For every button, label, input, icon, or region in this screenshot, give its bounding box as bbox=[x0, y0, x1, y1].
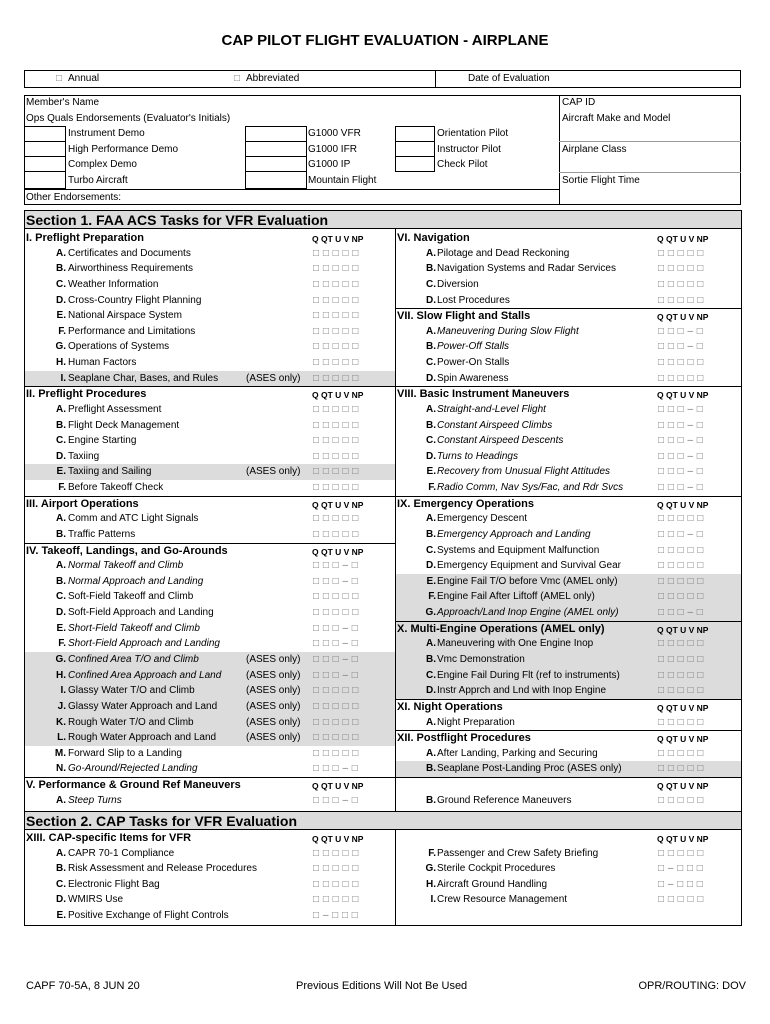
sortie-label: Sortie Flight Time bbox=[562, 175, 640, 186]
task-label: Systems and Equipment Malfunction bbox=[437, 544, 600, 556]
qual-mountain: Mountain Flight bbox=[308, 175, 377, 186]
task-label: Power-Off Stalls bbox=[437, 341, 510, 353]
airplane-class-label: Airplane Class bbox=[562, 144, 627, 155]
grade-checkboxes[interactable]: □ □ □ □ □ bbox=[313, 372, 359, 384]
task-label: Instr Apprch and Lnd with Inop Engine bbox=[437, 685, 607, 697]
task-label: Soft-Field Approach and Landing bbox=[68, 607, 214, 619]
task-label: Sterile Cockpit Procedures bbox=[437, 863, 556, 875]
task-letter: C. bbox=[56, 878, 66, 890]
task-label: Seaplane Char, Bases, and Rules bbox=[68, 372, 219, 384]
task-label: WMIRS Use bbox=[68, 894, 123, 906]
task-letter: F. bbox=[428, 482, 436, 494]
task-label: Vmc Demonstration bbox=[437, 654, 525, 665]
initials-box-complex[interactable] bbox=[24, 156, 66, 172]
grade-checkboxes[interactable]: □ □ □ □ □ bbox=[313, 607, 359, 619]
task-label: Taxiing and Sailing bbox=[68, 466, 152, 478]
task-label: Short-Field Takeoff and Climb bbox=[68, 622, 200, 634]
task-label: Electronic Flight Bag bbox=[68, 878, 160, 890]
grade-checkboxes[interactable]: □ □ □ □ □ bbox=[313, 482, 359, 494]
grade-checkboxes[interactable]: □ □ □ □ □ bbox=[313, 847, 359, 859]
task-group-divider bbox=[395, 621, 741, 622]
initials-box-turbo[interactable] bbox=[24, 171, 66, 189]
grade-checkboxes[interactable]: □ – □ □ □ bbox=[658, 878, 704, 890]
task-group-divider bbox=[395, 699, 741, 700]
grade-checkboxes[interactable]: □ □ □ □ □ bbox=[658, 747, 704, 759]
cap-id-label: CAP ID bbox=[562, 97, 596, 108]
ases-only-note: (ASES only) bbox=[246, 654, 301, 665]
task-label: Confined Area T/O and Climb bbox=[68, 654, 199, 665]
task-group-heading: V. Performance & Ground Ref Maneuvers bbox=[26, 779, 241, 792]
task-letter: D. bbox=[426, 294, 436, 306]
task-label: Constant Airspeed Descents bbox=[437, 435, 564, 447]
grade-checkboxes[interactable]: □ □ □ □ □ bbox=[313, 878, 359, 890]
task-label: Flight Deck Management bbox=[68, 419, 180, 431]
footer-routing: OPR/ROUTING: DOV bbox=[638, 980, 746, 992]
task-group-heading: XIII. CAP-specific Items for VFR bbox=[26, 832, 192, 844]
grade-checkboxes[interactable]: □ □ □ □ □ bbox=[658, 716, 704, 728]
grade-column-header: Q QT U V NP bbox=[657, 624, 709, 635]
grade-checkboxes[interactable]: □ □ □ – □ bbox=[313, 654, 359, 665]
task-label: Radio Comm, Nav Sys/Fac, and Rdr Svcs bbox=[437, 482, 624, 494]
task-letter: D. bbox=[426, 372, 436, 384]
task-letter: A. bbox=[56, 247, 66, 259]
grade-checkboxes[interactable]: □ □ □ – □ bbox=[658, 435, 704, 447]
task-letter: B. bbox=[56, 575, 66, 587]
ases-only-note: (ASES only) bbox=[246, 669, 301, 681]
grade-checkboxes[interactable]: □ □ □ – □ bbox=[658, 419, 704, 431]
task-label: Risk Assessment and Release Procedures bbox=[68, 863, 257, 875]
task-group-heading: VII. Slow Flight and Stalls bbox=[397, 310, 531, 323]
grade-checkboxes[interactable]: □ □ □ □ □ bbox=[313, 247, 359, 259]
grade-checkboxes[interactable]: □ □ □ – □ bbox=[313, 638, 359, 650]
grade-checkboxes[interactable]: □ □ □ □ □ bbox=[313, 263, 359, 275]
task-letter: I. bbox=[60, 372, 66, 384]
task-letter: F. bbox=[428, 591, 436, 603]
annual-checkbox[interactable]: □ bbox=[56, 73, 63, 84]
task-label: Power-On Stalls bbox=[437, 357, 510, 369]
task-letter: C. bbox=[426, 435, 436, 447]
task-group-heading: IX. Emergency Operations bbox=[397, 497, 534, 510]
task-group-divider bbox=[24, 496, 395, 497]
task-letter: A. bbox=[56, 847, 66, 859]
task-group-heading: IV. Takeoff, Landings, and Go-Arounds bbox=[26, 544, 228, 557]
footer-editions: Previous Editions Will Not Be Used bbox=[296, 980, 468, 992]
task-group-divider bbox=[24, 386, 395, 387]
task-letter: B. bbox=[56, 863, 66, 875]
grade-checkboxes[interactable]: □ □ □ □ □ bbox=[313, 700, 359, 712]
ases-only-note: (ASES only) bbox=[246, 700, 301, 712]
initials-box-instrument-demo[interactable] bbox=[24, 126, 66, 142]
aircraft-label: Aircraft Make and Model bbox=[562, 113, 671, 124]
task-letter: A. bbox=[426, 325, 436, 337]
task-letter: B. bbox=[56, 263, 66, 275]
task-letter: H. bbox=[56, 357, 66, 369]
abbreviated-label: Abbreviated bbox=[246, 73, 300, 84]
task-letter: G. bbox=[425, 607, 436, 619]
grade-checkboxes[interactable]: □ □ □ □ □ bbox=[658, 560, 704, 572]
task-letter: E. bbox=[56, 622, 66, 634]
footer-form-number: CAPF 70-5A, 8 JUN 20 bbox=[26, 980, 140, 992]
task-letter: E. bbox=[56, 466, 66, 478]
task-label: Aircraft Ground Handling bbox=[437, 878, 548, 890]
grade-column-header: Q QT U V NP bbox=[657, 734, 709, 745]
task-letter: C. bbox=[426, 357, 436, 369]
initials-box-instructor[interactable] bbox=[395, 141, 435, 157]
section1-title: Section 1. FAA ACS Tasks for VFR Evaluation bbox=[26, 212, 329, 228]
grade-checkboxes[interactable]: □ □ □ – □ bbox=[658, 466, 704, 478]
grade-checkboxes[interactable]: □ □ □ – □ bbox=[658, 607, 704, 619]
grade-checkboxes[interactable]: □ □ □ □ □ bbox=[313, 310, 359, 322]
grade-checkboxes[interactable]: □ □ □ □ □ bbox=[313, 278, 359, 290]
task-letter: B. bbox=[426, 528, 436, 540]
qual-g1000-ifr: G1000 IFR bbox=[308, 144, 357, 155]
task-group-heading: VI. Navigation bbox=[397, 232, 470, 244]
qual-instructor: Instructor Pilot bbox=[437, 144, 501, 155]
task-letter: E. bbox=[56, 310, 66, 322]
task-label: Cross-Country Flight Planning bbox=[68, 294, 202, 306]
grade-checkboxes[interactable]: □ □ □ □ □ bbox=[313, 419, 359, 431]
grade-checkboxes[interactable]: □ □ □ □ □ bbox=[658, 894, 704, 906]
qual-turbo: Turbo Aircraft bbox=[68, 175, 128, 186]
task-letter: D. bbox=[426, 560, 436, 572]
grade-column-header: Q QT U V NP bbox=[312, 499, 364, 510]
task-letter: K. bbox=[56, 716, 66, 728]
task-letter: F. bbox=[58, 638, 66, 650]
grade-checkboxes[interactable]: □ □ □ – □ bbox=[658, 482, 704, 494]
task-letter: B. bbox=[426, 794, 436, 806]
task-label: Ground Reference Maneuvers bbox=[437, 794, 572, 806]
task-label: Navigation Systems and Radar Services bbox=[437, 263, 616, 275]
grade-column-header: Q QT U V NP bbox=[657, 234, 709, 244]
task-letter: D. bbox=[426, 450, 436, 462]
grade-checkboxes[interactable]: □ – □ □ □ bbox=[313, 910, 359, 921]
grade-checkboxes[interactable]: □ □ □ – □ bbox=[658, 528, 704, 540]
task-letter: I. bbox=[60, 685, 66, 697]
task-letter: H. bbox=[56, 669, 66, 681]
grade-column-header: Q QT U V NP bbox=[657, 499, 709, 510]
task-label: Maneuvering During Slow Flight bbox=[437, 325, 579, 337]
grade-column-header: Q QT U V NP bbox=[312, 546, 364, 557]
task-label: Glassy Water T/O and Climb bbox=[68, 685, 195, 697]
task-label: Normal Takeoff and Climb bbox=[68, 560, 184, 572]
task-label: Engine Starting bbox=[68, 435, 137, 447]
grade-checkboxes[interactable]: □ □ □ □ □ bbox=[313, 747, 359, 759]
eval-type-row bbox=[24, 70, 741, 88]
grade-checkboxes[interactable]: □ □ □ □ □ bbox=[658, 763, 704, 775]
grade-checkboxes[interactable]: □ □ □ □ □ bbox=[313, 450, 359, 462]
task-group-divider bbox=[24, 543, 395, 544]
task-label: Comm and ATC Light Signals bbox=[68, 513, 199, 525]
task-label: Passenger and Crew Safety Briefing bbox=[437, 847, 599, 859]
initials-box-mountain[interactable] bbox=[245, 171, 307, 189]
qual-g1000-vfr: G1000 VFR bbox=[308, 128, 361, 139]
qual-orientation: Orientation Pilot bbox=[437, 128, 509, 139]
task-label: Short-Field Approach and Landing bbox=[68, 638, 220, 650]
task-letter: G. bbox=[55, 654, 66, 665]
task-letter: J. bbox=[57, 700, 66, 712]
task-group-heading: II. Preflight Procedures bbox=[26, 388, 147, 401]
grade-checkboxes[interactable]: □ □ □ □ □ bbox=[658, 794, 704, 806]
task-letter: B. bbox=[426, 341, 436, 353]
task-label: Human Factors bbox=[68, 357, 137, 369]
grade-checkboxes[interactable]: □ □ □ □ □ bbox=[313, 466, 359, 478]
task-letter: D. bbox=[56, 894, 66, 906]
qual-instrument-demo: Instrument Demo bbox=[68, 128, 145, 139]
task-letter: M. bbox=[54, 747, 66, 759]
task-label: Emergency Equipment and Survival Gear bbox=[437, 560, 621, 572]
task-letter: D. bbox=[426, 685, 436, 697]
task-label: Preflight Assessment bbox=[68, 403, 162, 415]
task-group-divider bbox=[395, 777, 741, 778]
task-label: Operations of Systems bbox=[68, 341, 170, 353]
grade-column-header: Q QT U V NP bbox=[657, 702, 709, 713]
grade-checkboxes[interactable]: □ □ □ – □ bbox=[313, 669, 359, 681]
task-letter: A. bbox=[426, 247, 436, 259]
grade-checkboxes[interactable]: □ □ □ – □ bbox=[313, 622, 359, 634]
task-label: Airworthiness Requirements bbox=[68, 263, 194, 275]
task-group-divider bbox=[24, 777, 395, 778]
member-name-label: Member's Name bbox=[26, 97, 100, 108]
grade-checkboxes[interactable]: □ □ □ □ □ bbox=[313, 357, 359, 369]
qual-check-pilot: Check Pilot bbox=[437, 159, 488, 170]
qual-complex: Complex Demo bbox=[68, 159, 137, 170]
task-label: Normal Approach and Landing bbox=[68, 575, 204, 587]
task-group-divider bbox=[395, 496, 741, 497]
task-group-heading: I. Preflight Preparation bbox=[26, 232, 144, 244]
task-letter: E. bbox=[56, 910, 66, 921]
grade-column-header: Q QT U V NP bbox=[312, 390, 364, 401]
grade-checkboxes[interactable]: □ □ □ □ □ bbox=[313, 435, 359, 447]
task-label: Before Takeoff Check bbox=[68, 482, 164, 494]
task-label: Engine Fail During Flt (ref to instruments) bbox=[437, 669, 620, 681]
task-label: Performance and Limitations bbox=[68, 325, 196, 337]
task-letter: A. bbox=[426, 747, 436, 759]
task-letter: B. bbox=[56, 419, 66, 431]
task-letter: D. bbox=[56, 607, 66, 619]
initials-box-high-performance[interactable] bbox=[24, 141, 66, 157]
task-letter: C. bbox=[56, 278, 66, 290]
task-label: Lost Procedures bbox=[437, 294, 510, 306]
date-of-evaluation-label: Date of Evaluation bbox=[468, 73, 550, 84]
grade-checkboxes[interactable]: □ □ □ – □ bbox=[313, 560, 359, 572]
task-label: Go-Around/Rejected Landing bbox=[68, 763, 198, 775]
qual-g1000-ip: G1000 IP bbox=[308, 159, 351, 170]
grade-checkboxes[interactable]: □ □ □ □ □ bbox=[313, 325, 359, 337]
grade-checkboxes[interactable]: □ □ □ □ □ bbox=[313, 294, 359, 306]
page-title: CAP PILOT FLIGHT EVALUATION - AIRPLANE bbox=[221, 32, 549, 49]
task-letter: A. bbox=[56, 794, 66, 806]
task-label: Crew Resource Management bbox=[437, 894, 568, 906]
grade-column-header: Q QT U V NP bbox=[312, 234, 364, 244]
task-label: Engine Fail After Liftoff (AMEL only) bbox=[437, 591, 595, 603]
task-label: Approach/Land Inop Engine (AMEL only) bbox=[437, 607, 619, 619]
task-label: Constant Airspeed Climbs bbox=[437, 419, 553, 431]
grade-checkboxes[interactable]: □ □ □ □ □ bbox=[658, 669, 704, 681]
task-label: Maneuvering with One Engine Inop bbox=[437, 638, 594, 650]
abbreviated-checkbox[interactable]: □ bbox=[234, 73, 241, 84]
task-label: Pilotage and Dead Reckoning bbox=[437, 247, 570, 259]
other-endorsements-label: Other Endorsements: bbox=[26, 192, 122, 203]
qual-high-performance: High Performance Demo bbox=[68, 144, 179, 155]
task-letter: E. bbox=[426, 575, 436, 587]
task-group-heading: III. Airport Operations bbox=[26, 497, 139, 510]
task-group-heading: VIII. Basic Instrument Maneuvers bbox=[397, 388, 570, 401]
task-label: National Airspace System bbox=[68, 310, 182, 322]
ases-only-note: (ASES only) bbox=[246, 685, 301, 697]
task-group-heading: XII. Postflight Procedures bbox=[397, 732, 531, 745]
grade-checkboxes[interactable]: □ □ □ □ □ bbox=[658, 638, 704, 650]
task-letter: C. bbox=[426, 544, 436, 556]
task-letter: C. bbox=[56, 591, 66, 603]
task-label: Night Preparation bbox=[437, 716, 515, 728]
task-letter: F. bbox=[428, 847, 436, 859]
grade-checkboxes[interactable]: □ □ □ □ □ bbox=[658, 685, 704, 697]
grade-checkboxes[interactable]: □ □ □ □ □ bbox=[313, 513, 359, 525]
grade-checkboxes[interactable]: □ □ □ □ □ bbox=[658, 591, 704, 603]
task-letter: B. bbox=[56, 528, 66, 540]
grade-column-header: Q QT U V NP bbox=[312, 834, 364, 844]
task-letter: B. bbox=[426, 654, 436, 665]
grade-column-header: Q QT U V NP bbox=[657, 834, 709, 844]
task-letter: A. bbox=[426, 638, 436, 650]
grade-column-header: Q QT U V NP bbox=[657, 781, 709, 792]
grade-checkboxes[interactable]: □ □ □ □ □ bbox=[658, 372, 704, 384]
task-label: Positive Exchange of Flight Controls bbox=[68, 910, 229, 921]
grade-checkboxes[interactable]: □ □ □ □ □ bbox=[658, 278, 704, 290]
ops-quals-label: Ops Quals Endorsements (Evaluator's Initials) bbox=[26, 113, 231, 124]
initials-box-g1000-ip[interactable] bbox=[245, 156, 307, 172]
grade-checkboxes[interactable]: □ □ □ – □ bbox=[313, 575, 359, 587]
grade-checkboxes[interactable]: □ □ □ □ □ bbox=[658, 247, 704, 259]
grade-column-header: Q QT U V NP bbox=[657, 390, 709, 401]
task-letter: F. bbox=[58, 325, 66, 337]
task-letter: G. bbox=[55, 341, 66, 353]
task-label: Steep Turns bbox=[68, 794, 122, 806]
initials-box-g1000-vfr[interactable] bbox=[245, 126, 307, 142]
grade-checkboxes[interactable]: □ □ □ □ □ bbox=[313, 732, 359, 744]
task-letter: A. bbox=[56, 560, 66, 572]
task-group-divider bbox=[395, 386, 741, 387]
initials-box-check-pilot[interactable] bbox=[395, 156, 435, 172]
task-letter: B. bbox=[426, 763, 436, 775]
grade-column-header: Q QT U V NP bbox=[312, 781, 364, 792]
task-label: Traffic Patterns bbox=[68, 528, 136, 540]
section2-title: Section 2. CAP Tasks for VFR Evaluation bbox=[26, 813, 297, 829]
task-label: Straight-and-Level Flight bbox=[437, 403, 546, 415]
task-group-divider bbox=[395, 308, 741, 309]
grade-checkboxes[interactable]: □ □ □ □ □ bbox=[313, 716, 359, 728]
task-label: Turns to Headings bbox=[437, 450, 518, 462]
grade-checkboxes[interactable]: □ □ □ – □ bbox=[658, 450, 704, 462]
ases-only-note: (ASES only) bbox=[246, 372, 301, 384]
task-label: Engine Fail T/O before Vmc (AMEL only) bbox=[437, 575, 618, 587]
task-letter: A. bbox=[56, 403, 66, 415]
task-letter: C. bbox=[426, 278, 436, 290]
ases-only-note: (ASES only) bbox=[246, 716, 301, 728]
task-letter: A. bbox=[426, 513, 436, 525]
grade-checkboxes[interactable]: □ □ □ □ □ bbox=[313, 894, 359, 906]
grade-checkboxes[interactable]: □ □ □ □ □ bbox=[658, 294, 704, 306]
ases-only-note: (ASES only) bbox=[246, 732, 301, 744]
grade-checkboxes[interactable]: □ □ □ □ □ bbox=[313, 528, 359, 540]
task-label: Rough Water Approach and Land bbox=[68, 732, 217, 744]
task-label: Seaplane Post-Landing Proc (ASES only) bbox=[437, 763, 622, 775]
task-label: Weather Information bbox=[68, 278, 159, 290]
task-letter: E. bbox=[426, 466, 436, 478]
task-label: Emergency Descent bbox=[437, 513, 528, 525]
grade-checkboxes[interactable]: □ □ □ – □ bbox=[658, 325, 704, 337]
task-label: Rough Water T/O and Climb bbox=[68, 716, 194, 728]
grade-checkboxes[interactable]: □ □ □ □ □ bbox=[658, 575, 704, 587]
task-letter: G. bbox=[425, 863, 436, 875]
task-letter: A. bbox=[426, 716, 436, 728]
grade-checkboxes[interactable]: □ □ □ □ □ bbox=[658, 513, 704, 525]
task-group-heading: X. Multi-Engine Operations (AMEL only) bbox=[397, 622, 605, 635]
task-letter: B. bbox=[426, 263, 436, 275]
grade-checkboxes[interactable]: □ □ □ □ □ bbox=[658, 654, 704, 665]
task-letter: D. bbox=[56, 450, 66, 462]
grade-checkboxes[interactable]: □ – □ □ □ bbox=[658, 863, 704, 875]
task-label: Glassy Water Approach and Land bbox=[68, 700, 218, 712]
grade-checkboxes[interactable]: □ □ □ – □ bbox=[658, 341, 704, 353]
task-label: Spin Awareness bbox=[437, 372, 509, 384]
task-label: After Landing, Parking and Securing bbox=[437, 747, 598, 759]
grade-checkboxes[interactable]: □ □ □ – □ bbox=[313, 794, 359, 806]
grade-checkboxes[interactable]: □ □ □ □ □ bbox=[658, 357, 704, 369]
task-label: Soft-Field Takeoff and Climb bbox=[68, 591, 194, 603]
task-letter: I. bbox=[430, 894, 436, 906]
task-letter: N. bbox=[56, 763, 66, 775]
grade-checkboxes[interactable]: □ □ □ □ □ bbox=[658, 847, 704, 859]
task-group-heading: XI. Night Operations bbox=[397, 700, 503, 713]
grade-checkboxes[interactable]: □ □ □ □ □ bbox=[313, 863, 359, 875]
grade-checkboxes[interactable]: □ □ □ □ □ bbox=[658, 544, 704, 556]
task-label: Forward Slip to a Landing bbox=[68, 747, 182, 759]
task-letter: A. bbox=[56, 513, 66, 525]
task-letter: C. bbox=[426, 669, 436, 681]
task-letter: D. bbox=[56, 294, 66, 306]
task-label: Recovery from Unusual Flight Attitudes bbox=[437, 466, 611, 478]
grade-column-header: Q QT U V NP bbox=[657, 312, 709, 323]
grade-checkboxes[interactable]: □ □ □ – □ bbox=[313, 763, 359, 775]
grade-checkboxes[interactable]: □ □ □ □ □ bbox=[313, 341, 359, 353]
task-letter: L. bbox=[57, 732, 66, 744]
task-label: Taxiing bbox=[68, 450, 100, 462]
grade-checkboxes[interactable]: □ □ □ □ □ bbox=[313, 685, 359, 697]
task-letter: H. bbox=[426, 878, 436, 890]
task-label: Confined Area Approach and Land bbox=[68, 669, 222, 681]
task-letter: F. bbox=[58, 482, 66, 494]
ases-only-note: (ASES only) bbox=[246, 466, 301, 478]
annual-label: Annual bbox=[68, 73, 100, 84]
grade-checkboxes[interactable]: □ □ □ □ □ bbox=[313, 403, 359, 415]
task-label: Certificates and Documents bbox=[68, 247, 191, 259]
grade-checkboxes[interactable]: □ □ □ □ □ bbox=[313, 591, 359, 603]
task-letter: A. bbox=[426, 403, 436, 415]
task-label: Diversion bbox=[437, 278, 479, 290]
initials-box-g1000-ifr[interactable] bbox=[245, 141, 307, 157]
task-letter: C. bbox=[56, 435, 66, 447]
task-letter: B. bbox=[426, 419, 436, 431]
grade-checkboxes[interactable]: □ □ □ □ □ bbox=[658, 263, 704, 275]
task-label: CAPR 70-1 Compliance bbox=[68, 847, 175, 859]
task-group-divider bbox=[395, 730, 741, 731]
initials-box-orientation[interactable] bbox=[395, 126, 435, 142]
task-label: Emergency Approach and Landing bbox=[437, 528, 591, 540]
grade-checkboxes[interactable]: □ □ □ – □ bbox=[658, 403, 704, 415]
